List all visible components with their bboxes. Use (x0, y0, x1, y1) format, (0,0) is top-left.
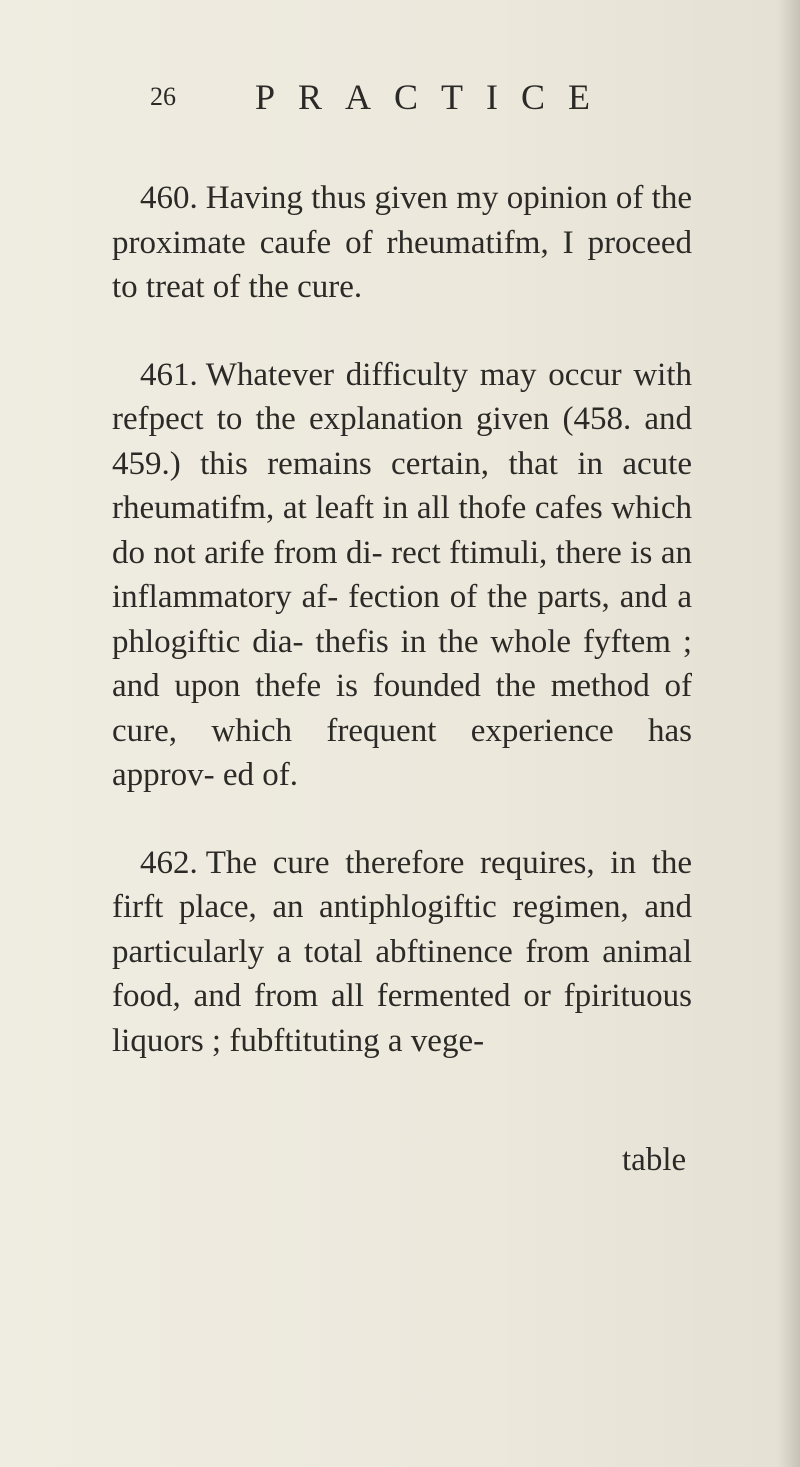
paragraph-462 (112, 841, 692, 1064)
paragraph-text: Whatever difficulty may occur with refpect to the explanation given (458. and 459.) this remains certain, that in acute rheumatifm, at leaft in all thofe cafes which do not arife from di- rect ftimuli, there is an inflammatory af- fection of the parts, and a phlogiftic dia- thefis in the whole fyftem ; and upon thefe is founded the method of cure, which frequent experience has approv- ed of. (112, 356, 692, 793)
running-head: PRACTICE (255, 77, 614, 117)
paragraph-text: The cure therefore requires, in the firft place, an antiphlogiftic regimen, and particularly a total abftinence from animal food, and from all fermented or fpirituous liquors ; fubftituting a vege- (112, 844, 692, 1059)
body-text (112, 176, 692, 1063)
paragraph-460 (112, 176, 692, 310)
paragraph-number: 460. (140, 180, 198, 216)
paragraph-text: Having thus given my opinion of the proximate caufe of rheumatifm, I proceed to treat of the cure. (112, 180, 692, 305)
paragraph-number: 461. (140, 356, 198, 393)
paragraph-number: 462. (140, 844, 198, 881)
page-header (150, 77, 750, 126)
page-number: 26 (150, 82, 176, 111)
paragraph-461 (112, 353, 692, 798)
catchword: table (622, 1142, 687, 1178)
page-edge-shadow (778, 0, 800, 1467)
